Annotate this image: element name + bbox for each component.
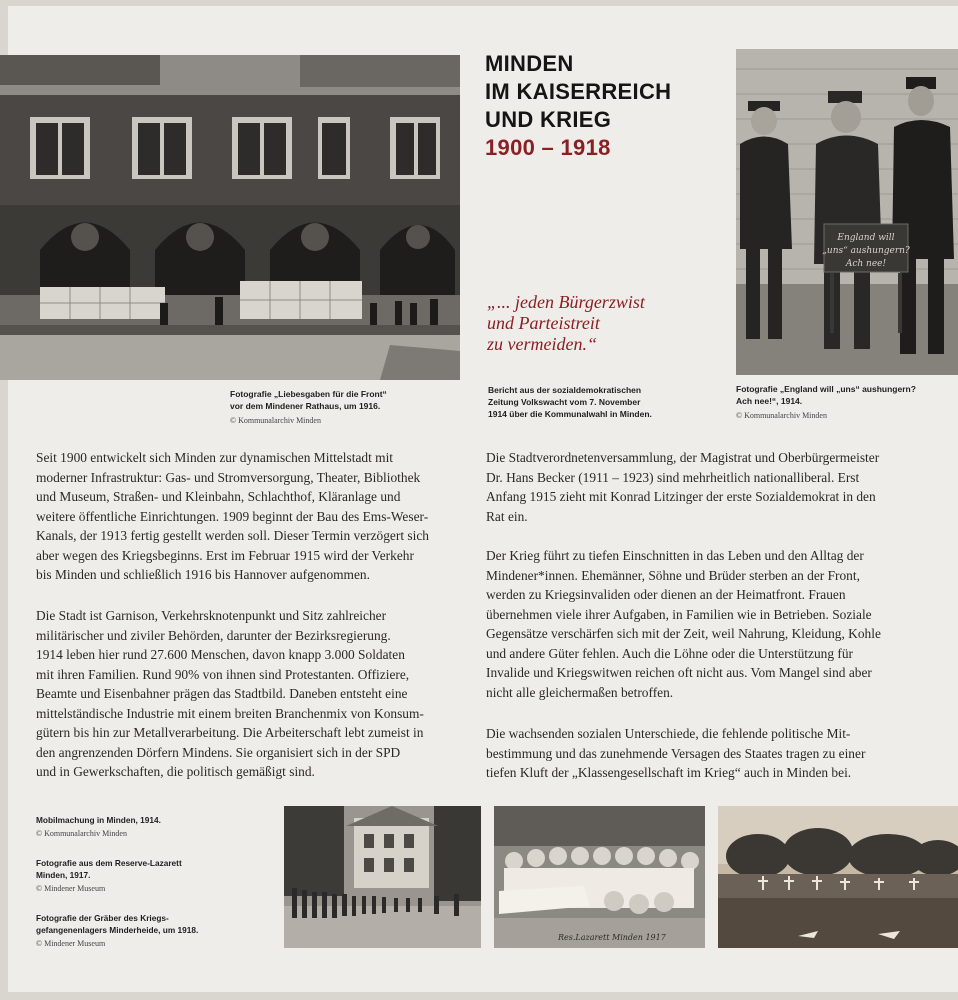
left-p2-line: 1914 leben hier rund 27.600 Menschen, davon knapp 3.000 Soldaten	[36, 647, 405, 662]
mobilmachung-caption	[36, 814, 266, 840]
right-p2-line: und andere Güter fehlen. Auch die Löhne oder die Unterstützung für	[486, 645, 853, 661]
right-p2-line: Der Krieg führt zu tiefen Einschnitten in das Leben und den Alltag der	[486, 548, 864, 563]
left-p1-line: und Museum, Straßen- und Kleinbahn, Schlachthof, Kläranlage und	[36, 489, 401, 504]
right-p3-line: Die wachsenden sozialen Unterschiede, die fehlende politische Mit-	[486, 726, 851, 741]
rathaus-caption-line-1: Fotografie „Liebesgaben für die Front“	[230, 389, 387, 399]
left-p2-line: militärischer und ziviler Behörden, darunter der Bezirksregierung.	[36, 627, 391, 643]
quote	[487, 292, 737, 355]
left-p2-line: Beamte und Eisenbahner prägen das Stadtbild. Daneben entsteht eine	[36, 686, 408, 701]
right-paragraph-3	[486, 724, 865, 783]
left-p1-line: moderner Infrastruktur: Gas- und Stromversorgung, Theater, Bibliothek	[36, 469, 421, 485]
right-p1-line: Dr. Hans Becker (1911 – 1923) sind mehrheitlich nationalliberal. Erst	[486, 469, 860, 485]
bottom-caption-credit: © Mindener Museum	[36, 884, 106, 893]
volkswacht-caption-line-3: 1914 über die Kommunalwahl in Minden.	[488, 409, 652, 419]
left-p2-line: Die Stadt ist Garnison, Verkehrsknotenpunkt und Sitz zahlreicher	[36, 608, 387, 623]
left-p2-line: den angrenzenden Dörfern Mindens. Sie organisiert sich in der SPD	[36, 744, 401, 760]
right-p2-line: Mindener*innen. Ehemänner, Söhne und Brüder sterben an der Front,	[486, 567, 860, 583]
right-p2-line: nicht alle gleichermaßen betroffen.	[486, 684, 674, 700]
lazarett-caption	[36, 857, 266, 895]
mobilmachung-photo	[284, 806, 481, 948]
sign-line-2: „uns“ aushungern?	[822, 246, 910, 256]
rathaus-credit: © Kommunalarchiv Minden	[230, 416, 321, 425]
left-p1-line: bis Minden und schließlich 1916 bis Hannover aufgenommen.	[36, 567, 370, 582]
england-caption-line-2: Ach nee!“, 1914.	[736, 396, 803, 406]
bottom-caption-line: Minden, 1917.	[36, 870, 91, 880]
bottom-caption-credit: © Mindener Museum	[36, 939, 106, 948]
left-p1-line: weitere öffentliche Einrichtungen. 1909 beginnt der Bau des Ems-Weser-	[36, 508, 429, 524]
lazarett-photo	[494, 806, 705, 948]
lazarett-inscription: Res.Lazarett Minden 1917	[558, 933, 666, 942]
bottom-caption-line: Mobilmachung in Minden, 1914.	[36, 815, 161, 825]
right-paragraph-2	[486, 546, 881, 702]
volkswacht-caption	[488, 384, 728, 420]
graeber-caption	[36, 912, 266, 950]
left-p2-line: gütern bis hin zur Metallverarbeitung. Die Arbeiterschaft lebt zumeist in	[36, 725, 424, 740]
right-p3-line: bestimmung und das zunehmende Versagen des Staates tragen zu einer	[486, 745, 866, 761]
right-p1-line: Rat ein.	[486, 508, 528, 524]
bottom-caption-line: Fotografie aus dem Reserve-Lazarett	[36, 858, 182, 868]
right-p2-line: werden zu Kriegsinvaliden oder dienen an der Heimatfront. Frauen	[486, 587, 846, 602]
right-p2-line: Invalide und Kriegswitwen reichen oft nicht aus. Vom Mangel sind aber	[486, 665, 872, 680]
right-p1-line: Die Stadtverordnetenversammlung, der Magistrat und Oberbürgermeister	[486, 450, 880, 465]
england-caption-line-1: Fotografie „England will „uns“ aushungern?	[736, 384, 916, 394]
rathaus-photo	[0, 55, 460, 380]
bottom-caption-line: Fotografie der Gräber des Kriegs-	[36, 913, 169, 923]
left-p1-line: Kanals, der 1913 fertig gestellt werden soll. Dieser Termin verzögert sich	[36, 528, 429, 543]
right-p2-line: Gegensätze verschärfen sich mit der Zeit, weil Nahrung, Kleidung, Kohle	[486, 626, 881, 641]
graeber-photo	[718, 806, 958, 948]
title-line-1: MINDEN	[485, 51, 574, 76]
bottom-caption-credit: © Kommunalarchiv Minden	[36, 829, 127, 838]
volkswacht-caption-line-1: Bericht aus der sozialdemokratischen	[488, 385, 642, 395]
left-p1-line: Seit 1900 entwickelt sich Minden zur dynamischen Mittelstadt mit	[36, 450, 394, 465]
title-line-3: UND KRIEG	[485, 107, 612, 132]
title-line-2: IM KAISERREICH	[485, 79, 672, 104]
england-caption	[736, 383, 958, 422]
left-paragraph-2	[36, 606, 424, 782]
right-p1-line: Anfang 1915 zieht mit Konrad Litzinger der erste Sozialdemokrat in den	[486, 489, 876, 504]
bottom-caption-line: gefangenenlagers Minderheide, um 1918.	[36, 925, 199, 935]
volkswacht-caption-line-2: Zeitung Volkswacht vom 7. November	[488, 397, 641, 407]
left-p2-line: und in Gewerkschaften, die politisch gemäßigt sind.	[36, 764, 315, 779]
england-credit: © Kommunalarchiv Minden	[736, 411, 827, 420]
quote-line-1: „... jeden Bürgerzwist	[487, 292, 645, 312]
sign-line-1: England will	[837, 233, 895, 243]
sign-line-3: Ach nee!	[845, 259, 887, 269]
rathaus-caption-line-2: vor dem Mindener Rathaus, um 1916.	[230, 401, 381, 411]
quote-line-2: und Parteistreit	[487, 313, 600, 333]
left-p2-line: mittelständische Industrie mit einem breiten Branchenmix von Konsum-	[36, 705, 424, 721]
right-p2-line: übernehmen viele ihrer Aufgaben, in Familien wie in Betrieben. Soziale	[486, 606, 872, 622]
right-paragraph-1	[486, 448, 879, 526]
rathaus-caption	[230, 388, 470, 427]
left-paragraph-1	[36, 448, 429, 585]
england-photo	[736, 49, 958, 375]
title-years: 1900 – 1918	[485, 135, 611, 160]
panel-title	[485, 50, 735, 162]
right-p3-line: tiefen Kluft der „Klassengesellschaft im Krieg“ auch in Minden bei.	[486, 765, 852, 780]
left-p1-line: aber wegen des Kriegsbeginns. Erst im Februar 1915 wird der Verkehr	[36, 547, 414, 563]
quote-line-3: zu vermeiden.“	[487, 334, 597, 354]
left-p2-line: mit ihren Familien. Rund 90% von ihnen sind Protestanten. Offiziere,	[36, 666, 410, 682]
